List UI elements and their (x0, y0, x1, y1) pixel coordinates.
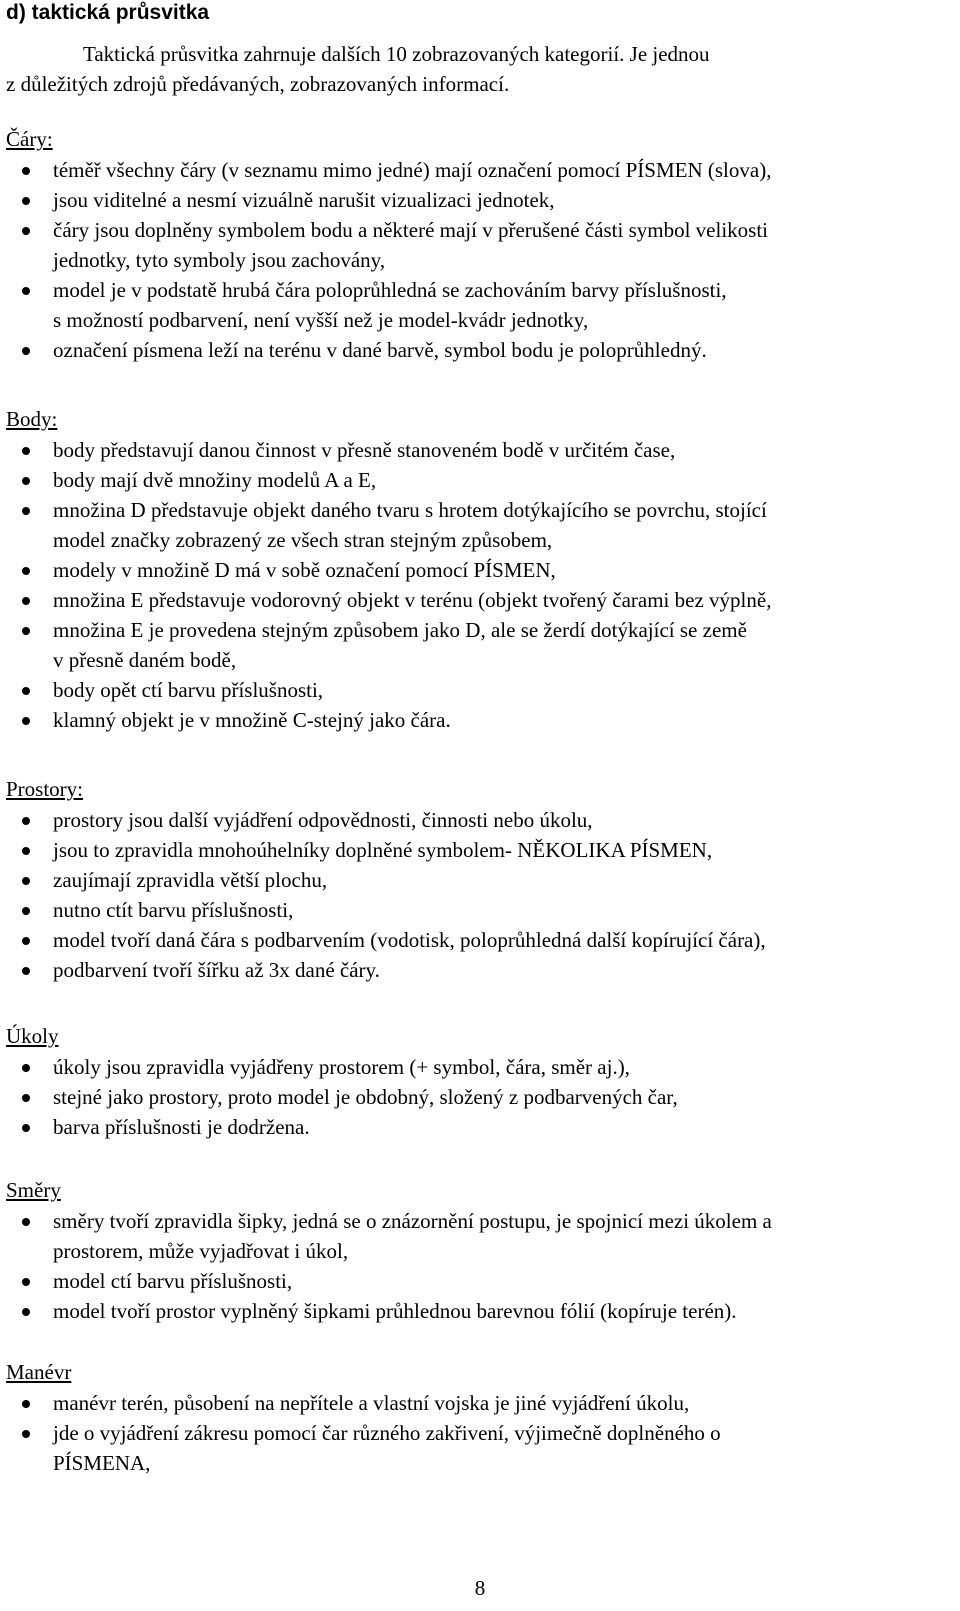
list-item-line: barva příslušnosti je dodržena. (53, 1115, 310, 1139)
bullet-list-cary (0, 155, 950, 365)
list-item-line: body mají dvě množiny modelů A a E, (53, 468, 377, 492)
intro-paragraph (6, 39, 946, 99)
list-item-line: stejné jako prostory, proto model je obdobný, složený z podbarvených čar, (53, 1085, 678, 1109)
list-item-line: jsou to zpravidla mnohoúhelníky doplněné symbolem- NĚKOLIKA PÍSMEN, (53, 838, 713, 862)
list-item-line: množina D představuje objekt daného tvaru s hrotem dotýkajícího se povrchu, stojící (53, 498, 767, 522)
list-item-line: body představují danou činnost v přesně stanoveném bodě v určitém čase, (53, 438, 676, 462)
list-item-line: prostory jsou další vyjádření odpovědnosti, činnosti nebo úkolu, (53, 808, 593, 832)
list-item (0, 1112, 950, 1142)
list-item (0, 155, 950, 185)
list-item-line: klamný objekt je v množině C-stejný jako čára. (53, 708, 451, 732)
list-item (0, 1082, 950, 1112)
list-item-line: model ctí barvu příslušnosti, (53, 1269, 293, 1293)
list-item-line: směry tvoří zpravidla šipky, jedná se o znázornění postupu, je spojnicí mezi úkolem a (53, 1209, 772, 1233)
intro-line: Taktická průsvitka zahrnuje dalších 10 zobrazovaných kategorií. Je jednou (83, 42, 710, 66)
list-item (0, 1388, 950, 1418)
bullet-list-ukoly (0, 1052, 950, 1142)
list-item (0, 495, 950, 555)
list-item (0, 805, 950, 835)
intro-line: z důležitých zdrojů předávaných, zobrazovaných informací. (6, 72, 510, 96)
list-item-line: nutno ctít barvu příslušnosti, (53, 898, 294, 922)
list-item (0, 465, 950, 495)
list-item (0, 1418, 950, 1478)
list-item (0, 675, 950, 705)
page-number: 8 (474, 1576, 486, 1600)
list-item-line: množina E představuje vodorovný objekt v terénu (objekt tvořený čarami bez výplně, (53, 588, 772, 612)
list-item-line: čáry jsou doplněny symbolem bodu a některé mají v přerušené části symbol velikosti (53, 218, 769, 242)
list-item-line: jde o vyjádření zákresu pomocí čar různého zakřivení, výjimečně doplněného o (53, 1421, 721, 1445)
list-item (0, 215, 950, 275)
list-item-line: v přesně daném bodě, (53, 648, 237, 672)
list-item-line: PÍSMENA, (53, 1451, 151, 1475)
list-item (0, 1206, 950, 1266)
section-title-body: Body: (6, 407, 58, 431)
list-item (0, 555, 950, 585)
list-item-line: téměř všechny čáry (v seznamu mimo jedné) mají označení pomocí PÍSMEN (slova), (53, 158, 772, 182)
list-item-line: model tvoří daná čára s podbarvením (vodotisk, poloprůhledná další kopírující čára), (53, 928, 766, 952)
section-title-prostory: Prostory: (6, 777, 84, 801)
list-item-line: zaujímají zpravidla větší plochu, (53, 868, 328, 892)
list-item-line: úkoly jsou zpravidla vyjádřeny prostorem (+ symbol, čára, směr aj.), (53, 1055, 630, 1079)
list-item-line: body opět ctí barvu příslušnosti, (53, 678, 324, 702)
list-item (0, 1266, 950, 1296)
list-item-line: jednotky, tyto symboly jsou zachovány, (53, 248, 386, 272)
list-item (0, 955, 950, 985)
list-item (0, 865, 950, 895)
list-item (0, 895, 950, 925)
list-item (0, 435, 950, 465)
bullet-list-body (0, 435, 950, 735)
list-item (0, 705, 950, 735)
list-item-line: model je v podstatě hrubá čára poloprůhledná se zachováním barvy příslušnosti, (53, 278, 727, 302)
section-title-manevr: Manévr (6, 1360, 72, 1384)
list-item-line: prostorem, může vyjadřovat i úkol, (53, 1239, 349, 1263)
list-item-line: modely v množině D má v sobě označení pomocí PÍSMEN, (53, 558, 556, 582)
bullet-list-smery (0, 1206, 950, 1326)
list-item (0, 335, 950, 365)
list-item (0, 925, 950, 955)
list-item (0, 615, 950, 675)
section-title-ukoly: Úkoly (6, 1024, 59, 1048)
list-item-line: označení písmena leží na terénu v dané barvě, symbol bodu je poloprůhledný. (53, 338, 707, 362)
list-item (0, 1296, 950, 1326)
list-item-line: model tvoří prostor vyplněný šipkami průhlednou barevnou fólií (kopíruje terén). (53, 1299, 737, 1323)
list-item-line: manévr terén, působení na nepřítele a vlastní vojska je jiné vyjádření úkolu, (53, 1391, 690, 1415)
list-item (0, 275, 950, 335)
list-item (0, 1052, 950, 1082)
list-item-line: model značky zobrazený ze všech stran stejným způsobem, (53, 528, 553, 552)
section-title-smery: Směry (6, 1178, 61, 1202)
section-title-cary: Čáry: (6, 127, 53, 151)
list-item-line: jsou viditelné a nesmí vizuálně narušit vizualizaci jednotek, (53, 188, 555, 212)
bullet-list-manevr (0, 1388, 950, 1478)
list-item-line: s možností podbarvení, není vyšší než je model-kvádr jednotky, (53, 308, 589, 332)
list-item (0, 185, 950, 215)
section-heading: d) taktická průsvitka (6, 1, 210, 24)
bullet-list-prostory (0, 805, 950, 985)
list-item-line: podbarvení tvoří šířku až 3x dané čáry. (53, 958, 380, 982)
list-item (0, 835, 950, 865)
list-item-line: množina E je provedena stejným způsobem jako D, ale se žerdí dotýkající se země (53, 618, 747, 642)
list-item (0, 585, 950, 615)
